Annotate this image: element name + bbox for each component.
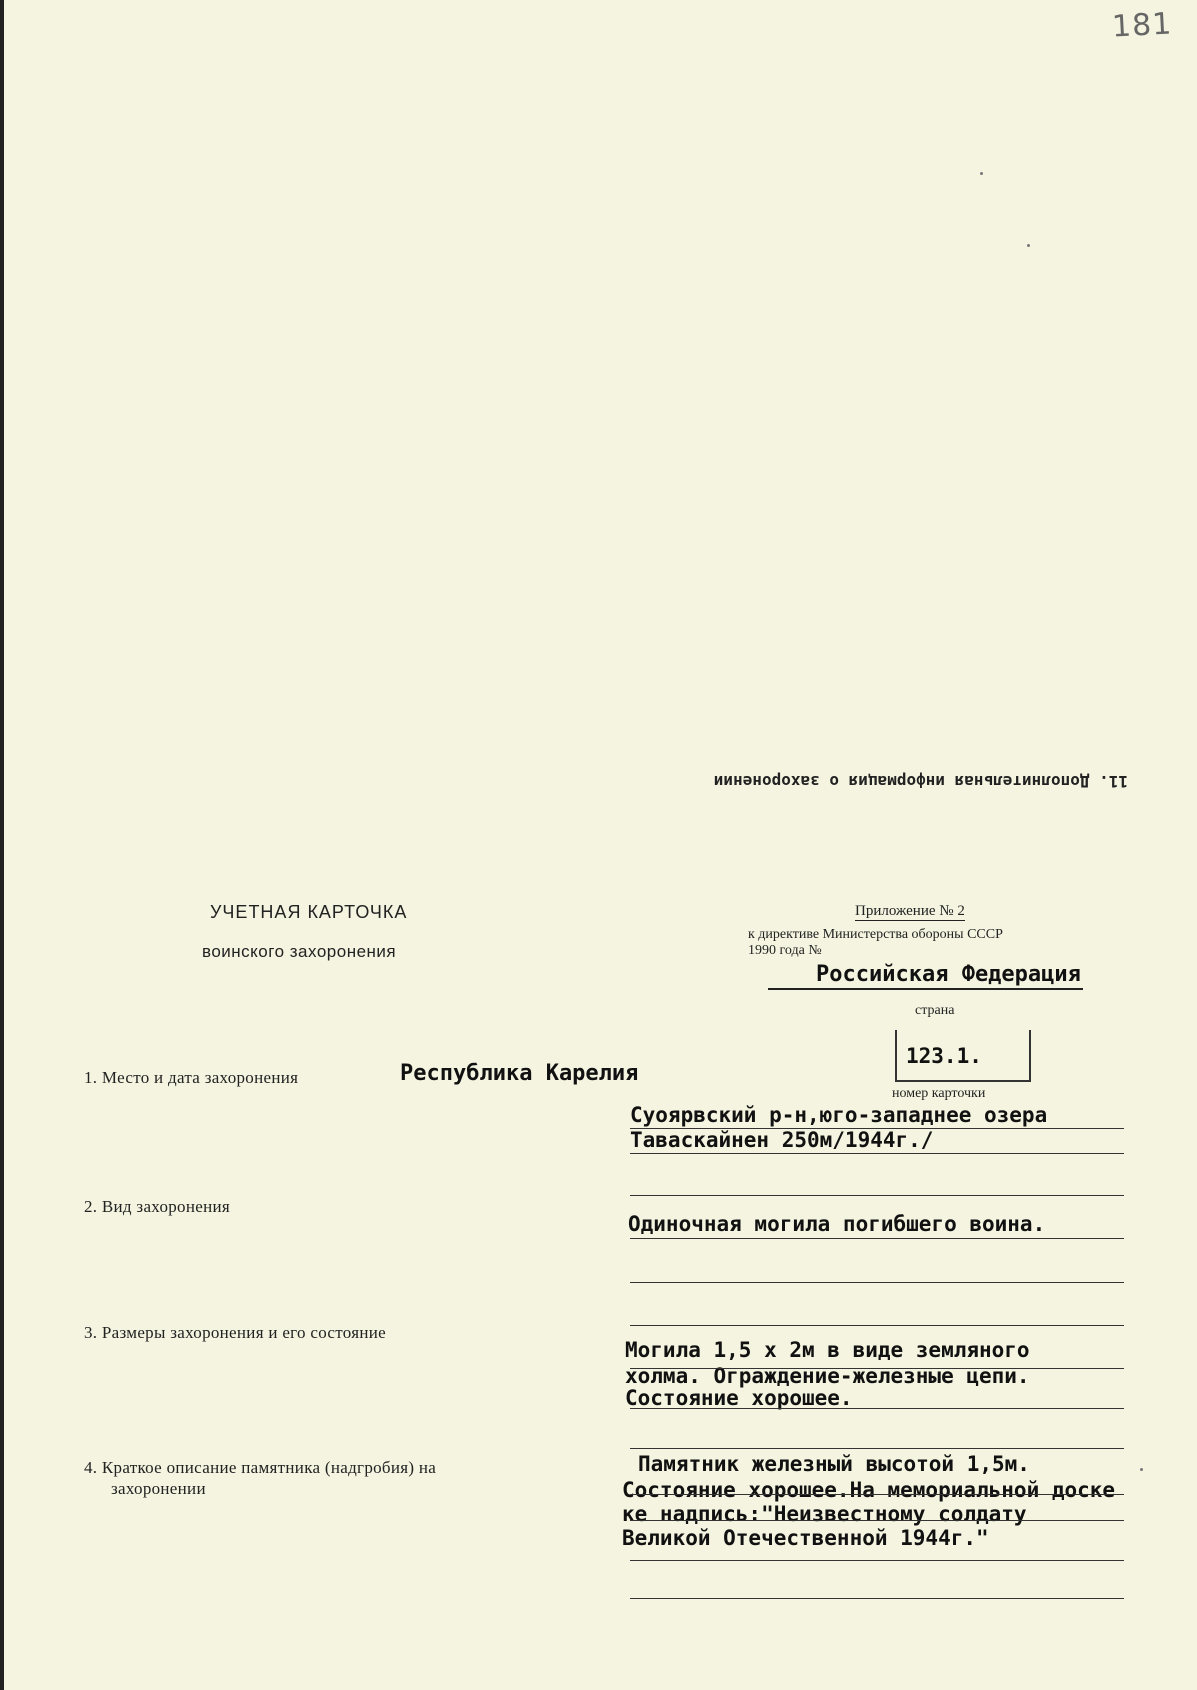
field-2-label: 2. Вид захоронения [84, 1197, 231, 1216]
field-1-line-2: Таваскайнен 250м/1944г./ [630, 1128, 934, 1152]
country-value: Российская Федерация [768, 962, 1083, 990]
paper-speck [1027, 244, 1030, 247]
card-number: 123.1. [906, 1044, 982, 1068]
field-1-rule-2 [630, 1153, 1124, 1154]
field-4-rule-2 [630, 1520, 1124, 1521]
card-title: УЧЕТНАЯ КАРТОЧКА [210, 902, 408, 922]
directive-text [748, 927, 1148, 959]
field-1-line-1: Суоярвский р-н,юго-западнее озера [630, 1103, 1048, 1127]
field-4-rule-1 [630, 1494, 1124, 1495]
field-2-rule-3 [630, 1325, 1124, 1326]
page-number: 181 [1111, 6, 1174, 45]
directive-line-1: к директиве Министерства обороны СССР [748, 927, 1003, 942]
field-3-rule-1 [630, 1368, 1124, 1369]
card-number-label: номер карточки [892, 1086, 986, 1101]
field-1-rule-3 [630, 1195, 1124, 1196]
field-4-line-3: ке надпись:"Неизвестному солдату [622, 1502, 1027, 1526]
paper-speck [980, 172, 983, 175]
paper-speck [1140, 1468, 1143, 1471]
field-4-line-2: Состояние хорошее.На мемориальной доске [622, 1478, 1116, 1502]
field-3-line-1: Могила 1,5 х 2м в виде земляного [625, 1338, 1030, 1362]
upside-down-heading: 11. Дополнительная информация о захоронении [713, 772, 1128, 791]
card-subtitle: воинского захоронения [202, 942, 397, 961]
appendix-label: Приложение № 2 [855, 903, 965, 919]
field-3-line-3: Состояние хорошее. [625, 1386, 853, 1410]
directive-line-2: 1990 года № [748, 943, 822, 958]
field-4-line-4: Великой Отечественной 1944г." [622, 1526, 989, 1550]
country-label: страна [915, 1003, 955, 1018]
field-4-rule-4 [630, 1598, 1124, 1599]
field-3-rule-2 [630, 1408, 1124, 1409]
field-1-label: 1. Место и дата захоронения [84, 1068, 299, 1087]
field-4-line-1: Памятник железный высотой 1,5м. [638, 1452, 1030, 1476]
field-2-rule-2 [630, 1282, 1124, 1283]
field-3-label: 3. Размеры захоронения и его состояние [84, 1323, 387, 1342]
field-4-label-line-1: 4. Краткое описание памятника (надгробия) на [84, 1458, 437, 1477]
field-2-line-1: Одиночная могила погибшего воина. [628, 1212, 1046, 1236]
field-1-inline-value: Республика Карелия [400, 1061, 639, 1086]
scan-edge [0, 0, 4, 1690]
field-3-line-2: холма. Ограждение-железные цепи. [625, 1364, 1030, 1388]
field-2-rule-1 [630, 1238, 1124, 1239]
field-3-rule-3 [630, 1448, 1124, 1449]
field-4-label-line-2: захоронении [111, 1479, 206, 1498]
field-4-rule-3 [630, 1560, 1124, 1561]
